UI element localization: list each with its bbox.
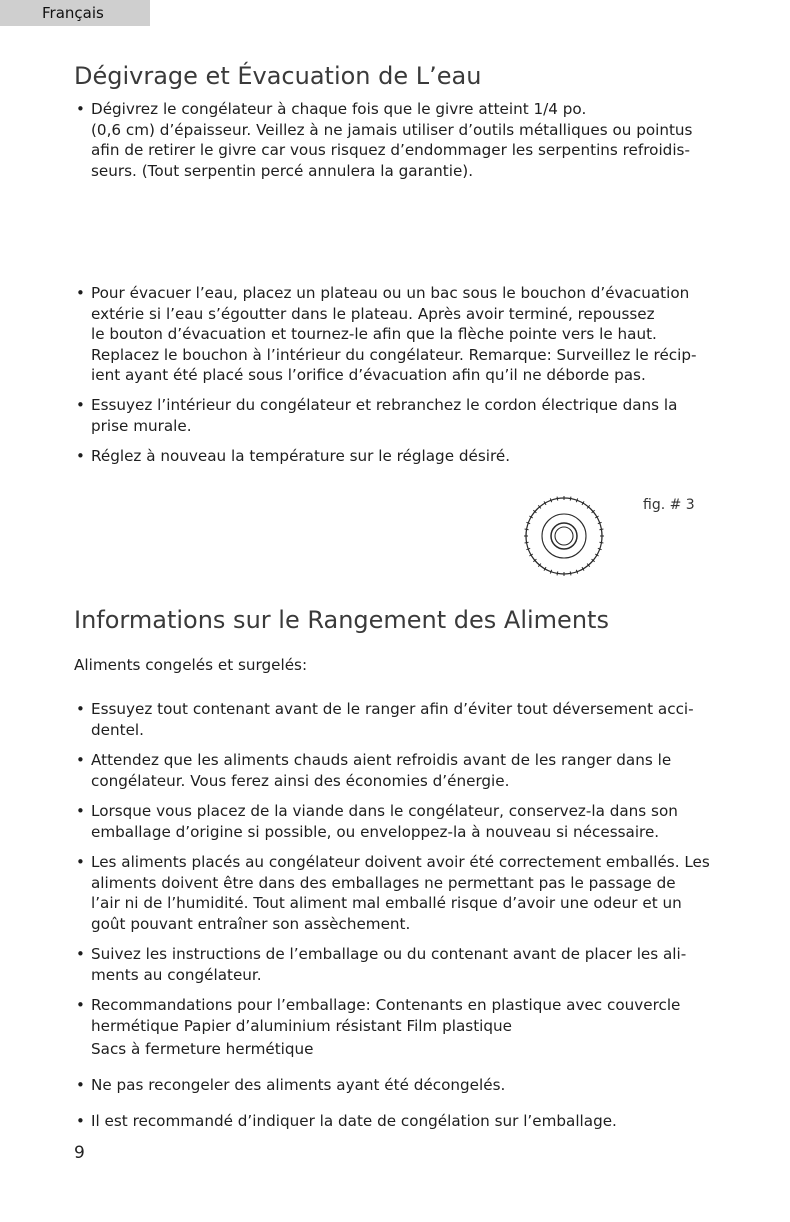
drain-plug-middle-ring bbox=[542, 514, 586, 558]
drain-plug-hole bbox=[555, 527, 573, 545]
list-item bbox=[76, 1075, 726, 1096]
section-title-defrost: Dégivrage et Évacuation de L’eau bbox=[74, 62, 482, 90]
list-item-text: Pour évacuer l’eau, placez un plateau ou un bac sous le bouchon d’évacuation extérie si l’eau s’égoutter dans le plateau. Après avoir terminé, repoussez le bouton d’évacuation et tournez-le afin que la flèche pointe vers le haut. Replacez le bouchon à l’intérieur du congélateur. Remarque: Surveillez le récip- ient ayant été placé sous l’orifice d’évacuation afin qu’il ne déborde pas. bbox=[91, 284, 697, 384]
list-item-text: Essuyez tout contenant avant de le ranger afin d’éviter tout déversement acci- dentel. bbox=[91, 700, 694, 739]
grip-tick bbox=[599, 542, 603, 543]
bullet-icon: • bbox=[76, 853, 85, 871]
grip-tick bbox=[525, 529, 529, 530]
list-item bbox=[76, 852, 726, 934]
packaging-extra: Sacs à fermeture hermétique bbox=[91, 1040, 314, 1058]
list-item-text: Réglez à nouveau la température sur le réglage désiré. bbox=[91, 447, 511, 465]
grip-tick bbox=[557, 571, 558, 575]
list-item-text: Dégivrez le congélateur à chaque fois que le givre atteint 1/4 po. (0,6 cm) d’épaisseur. Veillez à ne jamais utiliser d’outils métalliques ou pointus afin de retirer le givre car vous risquez d’endommager les serpentins refroidis- seurs. (Tout serpentin percé annulera la garantie). bbox=[91, 100, 693, 180]
list-item bbox=[76, 750, 726, 791]
list-item bbox=[76, 99, 726, 181]
list-item-text: Ne pas recongeler des aliments ayant été décongelés. bbox=[91, 1076, 506, 1094]
bullet-icon: • bbox=[76, 396, 85, 414]
grip-tick bbox=[576, 570, 577, 574]
bullet-icon: • bbox=[76, 945, 85, 963]
grip-tick bbox=[599, 529, 603, 530]
list-item bbox=[76, 944, 726, 985]
food-storage-subtitle: Aliments congelés et surgelés: bbox=[74, 656, 308, 674]
bullet-icon: • bbox=[76, 100, 85, 118]
list-item bbox=[76, 1111, 726, 1132]
list-item-text: Recommandations pour l’emballage: Contenants en plastique avec couvercle hermétique Papier d’aluminium résistant Film plastique bbox=[91, 996, 681, 1035]
bullet-icon: • bbox=[76, 447, 85, 465]
grip-tick bbox=[526, 548, 530, 549]
list-item-text: Attendez que les aliments chauds aient refroidis avant de les ranger dans le congélateur. Vous ferez ainsi des économies d’énergie. bbox=[91, 751, 672, 790]
drain-plug-outer-ring bbox=[526, 498, 602, 574]
grip-tick bbox=[598, 548, 602, 549]
bullet-icon: • bbox=[76, 996, 85, 1014]
page-number: 9 bbox=[74, 1143, 85, 1163]
list-item-text: Suivez les instructions de l’emballage ou du contenant avant de placer les ali- ments au congélateur. bbox=[91, 945, 687, 984]
grip-tick bbox=[557, 497, 558, 501]
list-item-text: Il est recommandé d’indiquer la date de congélation sur l’emballage. bbox=[91, 1112, 617, 1130]
grip-tick bbox=[598, 522, 602, 523]
list-item bbox=[76, 995, 726, 1036]
list-item bbox=[76, 801, 726, 842]
language-tab: Français bbox=[0, 0, 150, 26]
bullet-icon: • bbox=[76, 802, 85, 820]
list-item bbox=[76, 283, 726, 386]
bullet-icon: • bbox=[76, 284, 85, 302]
bullet-icon: • bbox=[76, 751, 85, 769]
grip-tick bbox=[526, 522, 530, 523]
drain-plug-grip-ticks bbox=[524, 496, 604, 576]
list-item bbox=[76, 446, 726, 467]
bullet-icon: • bbox=[76, 1076, 85, 1094]
list-item bbox=[76, 699, 726, 740]
figure-caption: fig. # 3 bbox=[643, 497, 695, 513]
bullet-icon: • bbox=[76, 700, 85, 718]
list-item bbox=[76, 395, 726, 436]
grip-tick bbox=[576, 498, 577, 502]
grip-tick bbox=[525, 542, 529, 543]
grip-tick bbox=[550, 498, 551, 502]
list-item-text: Essuyez l’intérieur du congélateur et rebranchez le cordon électrique dans la prise murale. bbox=[91, 396, 678, 435]
grip-tick bbox=[570, 571, 571, 575]
list-item-text: Lorsque vous placez de la viande dans le congélateur, conservez-la dans son emballage d’origine si possible, ou enveloppez-la à nouveau si nécessaire. bbox=[91, 802, 678, 841]
list-item-text: Les aliments placés au congélateur doivent avoir été correctement emballés. Les aliments doivent être dans des emballages ne permettant pas le passage de l’air ni de l’humidité. Tout aliment mal emballé risque d’avoir une odeur et un goût pouvant entraîner son assèchement. bbox=[91, 853, 710, 933]
grip-tick bbox=[550, 570, 551, 574]
section-title-food-storage: Informations sur le Rangement des Aliments bbox=[74, 606, 609, 634]
drain-plug-figure bbox=[520, 493, 608, 579]
bullet-icon: • bbox=[76, 1112, 85, 1130]
grip-tick bbox=[570, 497, 571, 501]
